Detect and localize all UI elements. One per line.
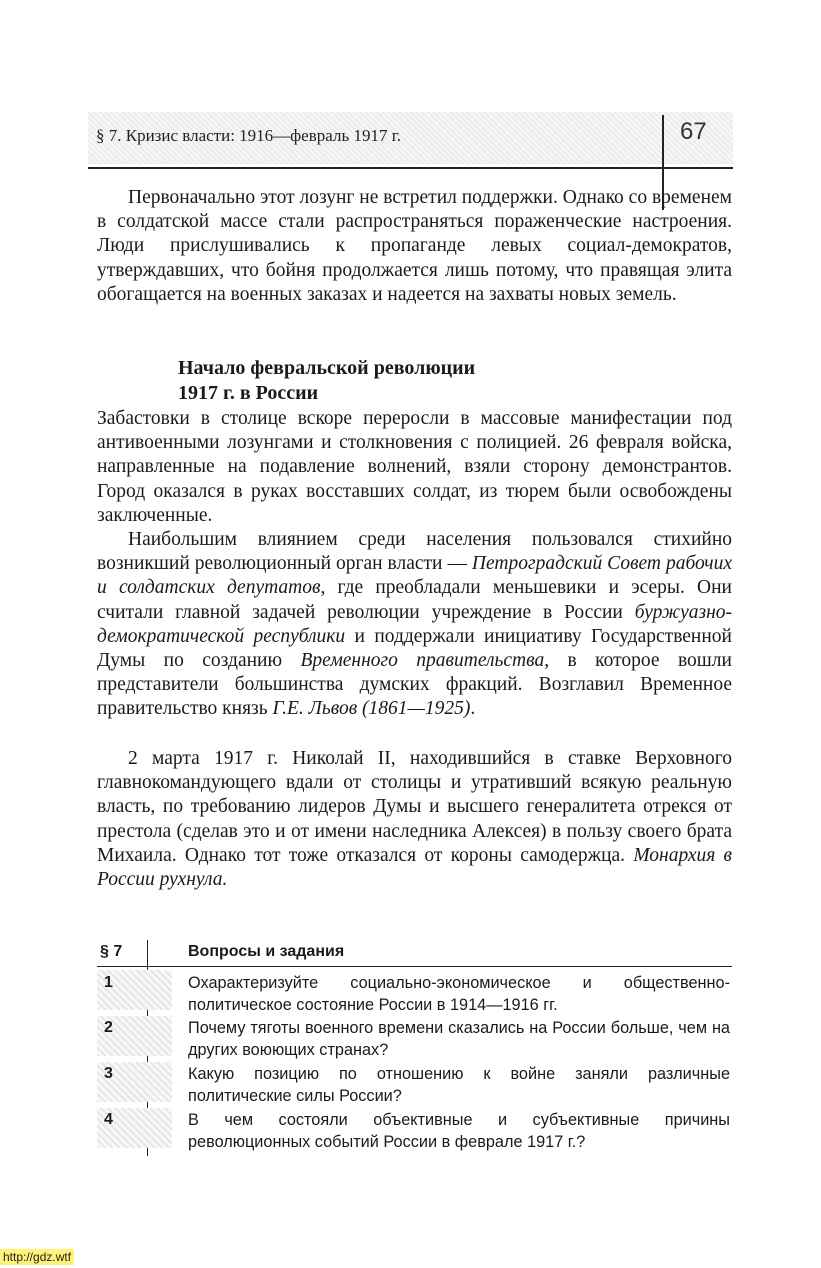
question-number: 4 xyxy=(104,1111,113,1128)
text-span: . xyxy=(470,698,476,720)
question-number: 2 xyxy=(104,1019,113,1036)
term-provisional-government: Временного правительства xyxy=(300,650,545,672)
paragraph-intro: Первоначально этот лозунг не встретил поддержки. Однако со временем в солдатской массе стали распространяться пораженческие настроения. Люди прислушивались к пропаганде левых социал-демократов, утверждавших, что бойня продолжается лишь потому, что правящая элита обогащается на военных заказах и надеется на захваты новых земель. xyxy=(97,187,733,305)
section-heading xyxy=(178,356,628,405)
text-span: и поддержали инициативу Государственной Думы по созданию xyxy=(97,625,732,672)
questions-section-label: § 7 xyxy=(100,943,123,960)
section-heading-line-1: Начало февральской революции xyxy=(178,357,476,379)
paragraph-soviet xyxy=(97,528,732,722)
term-petrograd-soviet: Петроградский Совет рабочих и солдатских депутатов xyxy=(97,553,732,599)
paragraph-abdication xyxy=(97,747,732,892)
question-text: Почему тяготы военного времени сказались на России больше, чем на других воюющих странах? xyxy=(188,1019,730,1059)
running-header-title: § 7. Кризис власти: 1916—февраль 1917 г. xyxy=(96,126,401,145)
question-text: Какую позицию по отношению к войне заняли различные политические силы России? xyxy=(188,1065,730,1105)
text-span: , в которое вошли представители большинства думских фракций. Возглавил Временное правительство князь xyxy=(97,650,732,720)
question-text: Охарактеризуйте социально-экономическое и общественно-политическое состояние России в 1914—1916 гг. xyxy=(188,974,730,1014)
page-number: 67 xyxy=(680,118,707,145)
header-rule xyxy=(88,167,733,169)
question-text: В чем состояли объективные и субъективные причины революционных событий России в феврале 1917 г.? xyxy=(188,1111,730,1151)
term-lvov: Г.Е. Львов (1861—1925) xyxy=(272,698,471,720)
text-span: 2 марта 1917 г. Николай II, находившийся в ставке Верховного главнокомандующего вдали от столицы и утративший всякую реальную власть, по требованию лидеров Думы и высшего генералитета отрекся от престола (сделав это и от имени наследника Алексея) в пользу своего брата Михаила. Однако тот тоже отказался от короны самодержца. xyxy=(97,748,732,866)
questions-title: Вопросы и задания xyxy=(188,943,345,960)
footer-watermark-link[interactable]: http://gdz.wtf xyxy=(0,1249,74,1265)
section-heading-line-2: 1917 г. в России xyxy=(178,381,319,404)
question-number: 1 xyxy=(104,974,113,991)
paragraph-strikes: Забастовки в столице вскоре переросли в массовые манифестации под антивоенными лозунгами и столкновения с полицией. 26 февраля войска, направленные на подавление волнений, взяли сторону демонстрантов. Город оказался в руках восставших солдат, из тюрем были освобождены заключенные. xyxy=(97,408,732,526)
term-monarchy-fell: Монархия в России рухнула. xyxy=(97,844,733,891)
questions-rule xyxy=(97,966,732,967)
text-span: Наибольшим влиянием среди населения пользовался стихийно возникший революционный орган власти — xyxy=(97,529,732,575)
term-bourgeois-republic: буржуазно-демократической республики xyxy=(97,601,732,647)
text-span: , где преобладали меньшевики и эсеры. Они считали главной задачей революции учреждение в России xyxy=(97,577,732,623)
question-number: 3 xyxy=(104,1065,113,1082)
